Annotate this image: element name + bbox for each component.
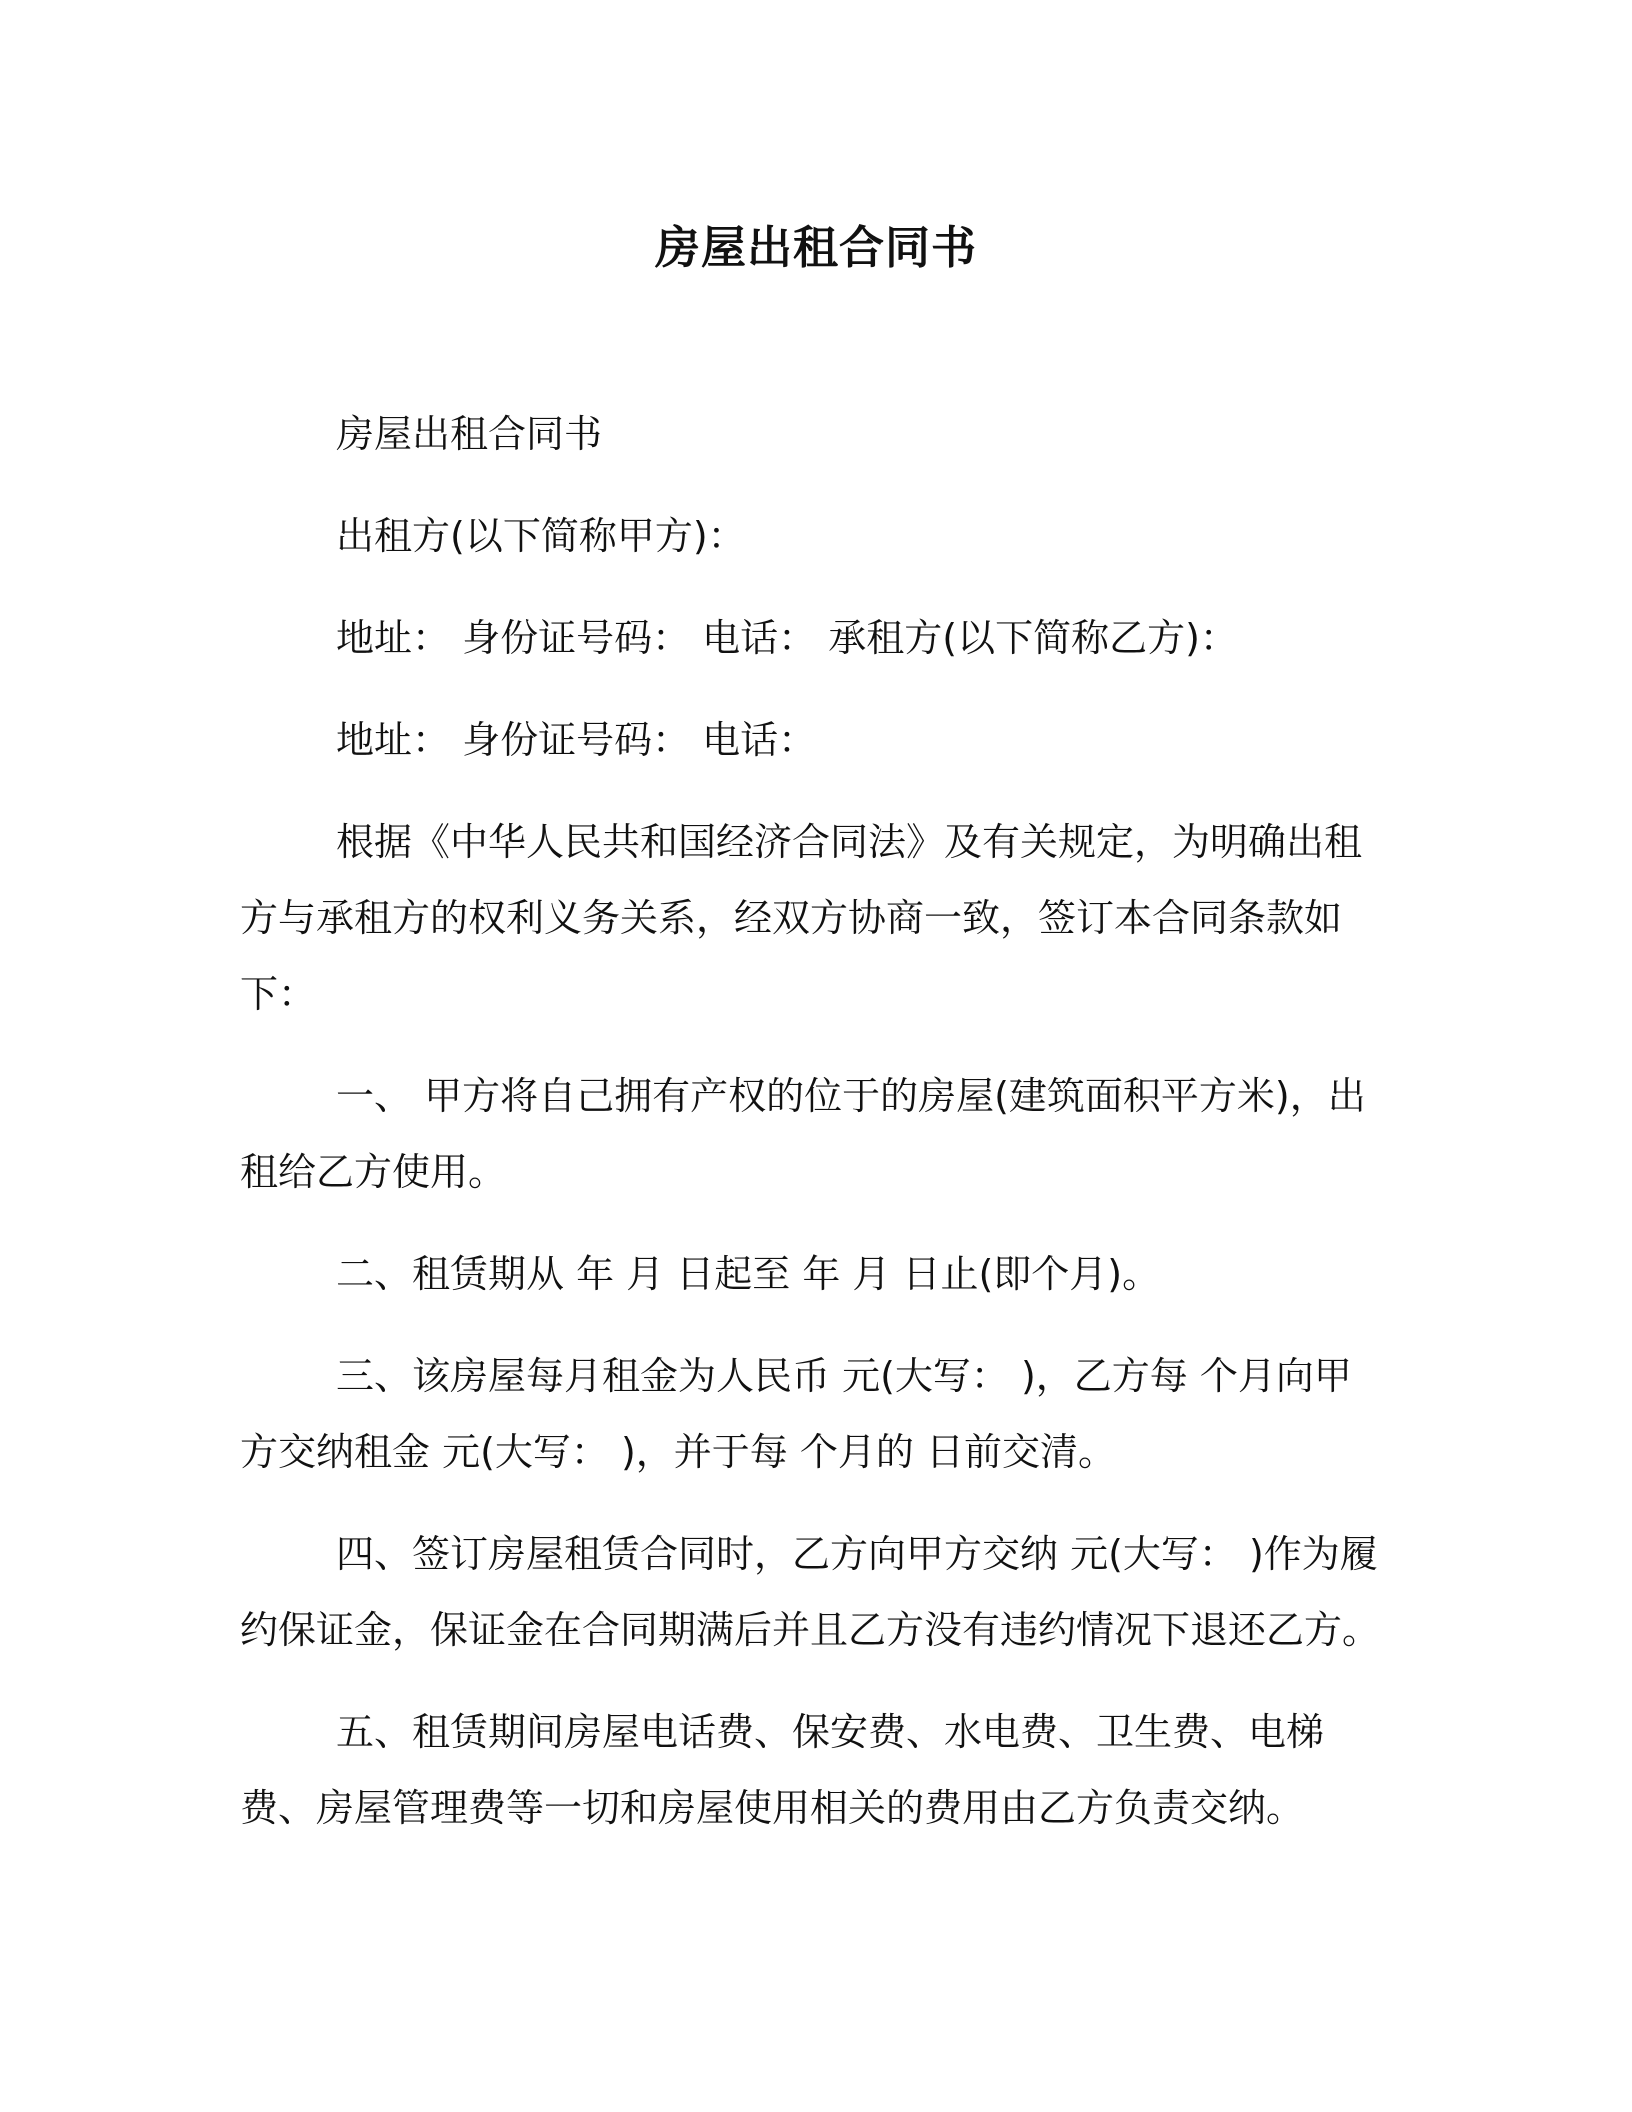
document-body: [240, 396, 1380, 1872]
lessor-line: 出租方(以下简称甲方)：: [336, 514, 746, 558]
document-title: 房屋出租合同书: [654, 221, 977, 274]
subtitle-paragraph: 房屋出租合同书: [336, 412, 603, 456]
preamble-paragraph: 根据《中华人民共和国经济合同法》及有关规定，为明确出租方与承租方的权利义务关系，经双方协商一致，签订本合同条款如下：: [240, 820, 1363, 1016]
clause-2: 二、租赁期从 年 月 日起至 年 月 日止(即个月)。: [336, 1252, 1161, 1296]
clause-3: 三、该房屋每月租金为人民币 元(大写： )，乙方每 个月向甲方交纳租金 元(大写： )，并于每 个月的 日前交清。: [240, 1354, 1352, 1474]
clause-4: 四、签订房屋租赁合同时，乙方向甲方交纳 元(大写： )作为履约保证金，保证金在合同期满后并且乙方没有违约情况下退还乙方。: [240, 1532, 1381, 1652]
clause-5: 五、租赁期间房屋电话费、保安费、水电费、卫生费、电梯费、房屋管理费等一切和房屋使用相关的费用由乙方负责交纳。: [240, 1710, 1325, 1830]
lessee-details-line: 地址： 身份证号码： 电话：: [336, 718, 817, 762]
clause-1: 一、 甲方将自己拥有产权的位于的房屋(建筑面积平方米)，出租给乙方使用。: [240, 1074, 1366, 1194]
lessor-details-line: 地址： 身份证号码： 电话： 承租方(以下简称乙方)：: [336, 616, 1238, 660]
